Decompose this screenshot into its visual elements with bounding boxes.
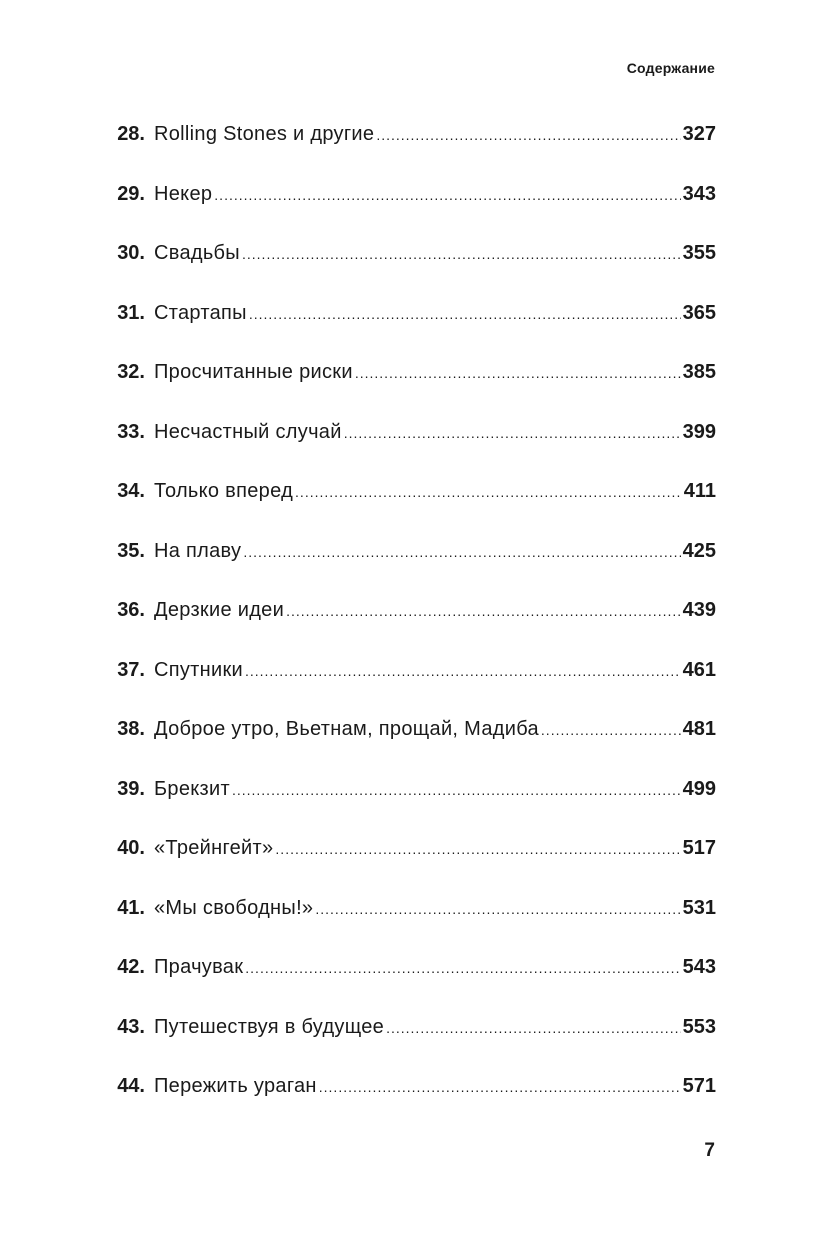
toc-entry bbox=[104, 891, 716, 951]
dot-leader bbox=[355, 356, 681, 390]
toc-entry bbox=[104, 296, 716, 356]
chapter-title: Путешествуя в будущее bbox=[154, 1015, 385, 1038]
chapter-title: Свадьбы bbox=[154, 242, 240, 264]
chapter-title: Дерзкие идеи bbox=[154, 599, 285, 621]
chapter-title: Просчитанные риски bbox=[154, 361, 353, 383]
toc-entry-body bbox=[154, 1069, 716, 1104]
chapter-number: 31. bbox=[117, 301, 145, 324]
chapter-page-number: 439 bbox=[682, 599, 716, 621]
toc-entry bbox=[104, 355, 716, 415]
chapter-page-number: 399 bbox=[682, 420, 716, 443]
chapter-number: 32. bbox=[117, 361, 145, 383]
toc-entry bbox=[104, 950, 716, 1010]
dot-leader bbox=[315, 892, 680, 926]
chapter-number: 40. bbox=[117, 837, 145, 859]
dot-leader bbox=[232, 773, 681, 807]
dot-leader bbox=[376, 118, 680, 152]
chapter-title: На плаву bbox=[154, 539, 242, 562]
dot-leader bbox=[275, 832, 680, 866]
toc-entry-body bbox=[154, 593, 716, 628]
dot-leader bbox=[386, 1011, 681, 1045]
chapter-page-number: 343 bbox=[682, 182, 716, 205]
dot-leader bbox=[243, 535, 680, 569]
chapter-page-number: 517 bbox=[682, 837, 716, 859]
chapter-number: 28. bbox=[117, 123, 145, 145]
chapter-page-number: 553 bbox=[682, 1015, 716, 1038]
chapter-number: 37. bbox=[117, 658, 145, 681]
toc-entry-body bbox=[154, 177, 716, 212]
chapter-title: Пережить ураган bbox=[154, 1075, 317, 1097]
toc-entry bbox=[104, 474, 716, 534]
toc-entry bbox=[104, 236, 716, 296]
chapter-title: Спутники bbox=[154, 658, 243, 681]
toc-entry-body bbox=[154, 712, 716, 747]
running-header: Содержание bbox=[626, 60, 715, 76]
dot-leader bbox=[245, 654, 681, 688]
chapter-title: «Мы свободны!» bbox=[154, 896, 314, 919]
chapter-page-number: 411 bbox=[683, 480, 716, 502]
chapter-number: 30. bbox=[117, 242, 145, 264]
chapter-number: 42. bbox=[117, 956, 145, 978]
chapter-page-number: 531 bbox=[682, 896, 716, 919]
toc-entry bbox=[104, 1010, 716, 1070]
dot-leader bbox=[242, 237, 681, 271]
toc-entry bbox=[104, 117, 716, 177]
table-of-contents bbox=[104, 117, 716, 1129]
toc-entry bbox=[104, 415, 716, 475]
toc-entry-body bbox=[154, 355, 716, 390]
chapter-title: Прачувак bbox=[154, 956, 244, 978]
chapter-page-number: 385 bbox=[682, 361, 716, 383]
chapter-title: «Трейнгейт» bbox=[154, 837, 274, 859]
chapter-number: 41. bbox=[117, 896, 145, 919]
chapter-number: 38. bbox=[117, 718, 145, 740]
chapter-title: Несчастный случай bbox=[154, 420, 342, 443]
toc-entry bbox=[104, 831, 716, 891]
toc-entry-body bbox=[154, 653, 716, 688]
toc-entry bbox=[104, 772, 716, 832]
toc-entry-body bbox=[154, 474, 716, 509]
dot-leader bbox=[295, 475, 682, 509]
chapter-number: 39. bbox=[117, 777, 145, 800]
dot-leader bbox=[344, 416, 681, 450]
chapter-number: 34. bbox=[117, 480, 145, 502]
dot-leader bbox=[319, 1070, 681, 1104]
chapter-title: Доброе утро, Вьетнам, прощай, Мадиба bbox=[154, 718, 539, 740]
toc-entry bbox=[104, 177, 716, 237]
chapter-title: Некер bbox=[154, 182, 213, 205]
toc-entry-body bbox=[154, 831, 716, 866]
toc-entry-body bbox=[154, 891, 716, 926]
chapter-page-number: 461 bbox=[682, 658, 716, 681]
toc-entry-body bbox=[154, 1010, 716, 1045]
page-number: 7 bbox=[704, 1140, 715, 1161]
chapter-page-number: 499 bbox=[682, 777, 716, 800]
toc-entry-body bbox=[154, 534, 716, 569]
toc-entry-body bbox=[154, 950, 716, 985]
toc-entry-body bbox=[154, 772, 716, 807]
chapter-number: 35. bbox=[117, 539, 145, 562]
dot-leader bbox=[245, 951, 680, 985]
chapter-page-number: 543 bbox=[682, 956, 716, 978]
dot-leader bbox=[286, 594, 681, 628]
toc-entry-body bbox=[154, 415, 716, 450]
dot-leader bbox=[214, 178, 680, 212]
chapter-title: Только вперед bbox=[154, 480, 294, 502]
chapter-title: Rolling Stones и другие bbox=[154, 123, 375, 145]
toc-entry bbox=[104, 1069, 716, 1129]
chapter-page-number: 327 bbox=[682, 123, 716, 145]
chapter-number: 29. bbox=[117, 182, 145, 205]
chapter-number: 44. bbox=[117, 1075, 145, 1097]
chapter-number: 36. bbox=[117, 599, 145, 621]
toc-entry bbox=[104, 534, 716, 594]
chapter-title: Брекзит bbox=[154, 777, 230, 800]
chapter-page-number: 365 bbox=[682, 301, 716, 324]
chapter-number: 43. bbox=[117, 1015, 145, 1038]
dot-leader bbox=[249, 297, 681, 331]
toc-entry bbox=[104, 593, 716, 653]
toc-entry bbox=[104, 712, 716, 772]
chapter-page-number: 481 bbox=[682, 718, 716, 740]
chapter-page-number: 425 bbox=[682, 539, 716, 562]
toc-entry bbox=[104, 653, 716, 713]
toc-entry-body bbox=[154, 296, 716, 331]
toc-entry-body bbox=[154, 117, 716, 152]
chapter-page-number: 355 bbox=[682, 242, 716, 264]
dot-leader bbox=[541, 713, 681, 747]
chapter-number: 33. bbox=[117, 420, 145, 443]
toc-entry-body bbox=[154, 236, 716, 271]
chapter-page-number: 571 bbox=[682, 1075, 716, 1097]
chapter-title: Стартапы bbox=[154, 301, 247, 324]
